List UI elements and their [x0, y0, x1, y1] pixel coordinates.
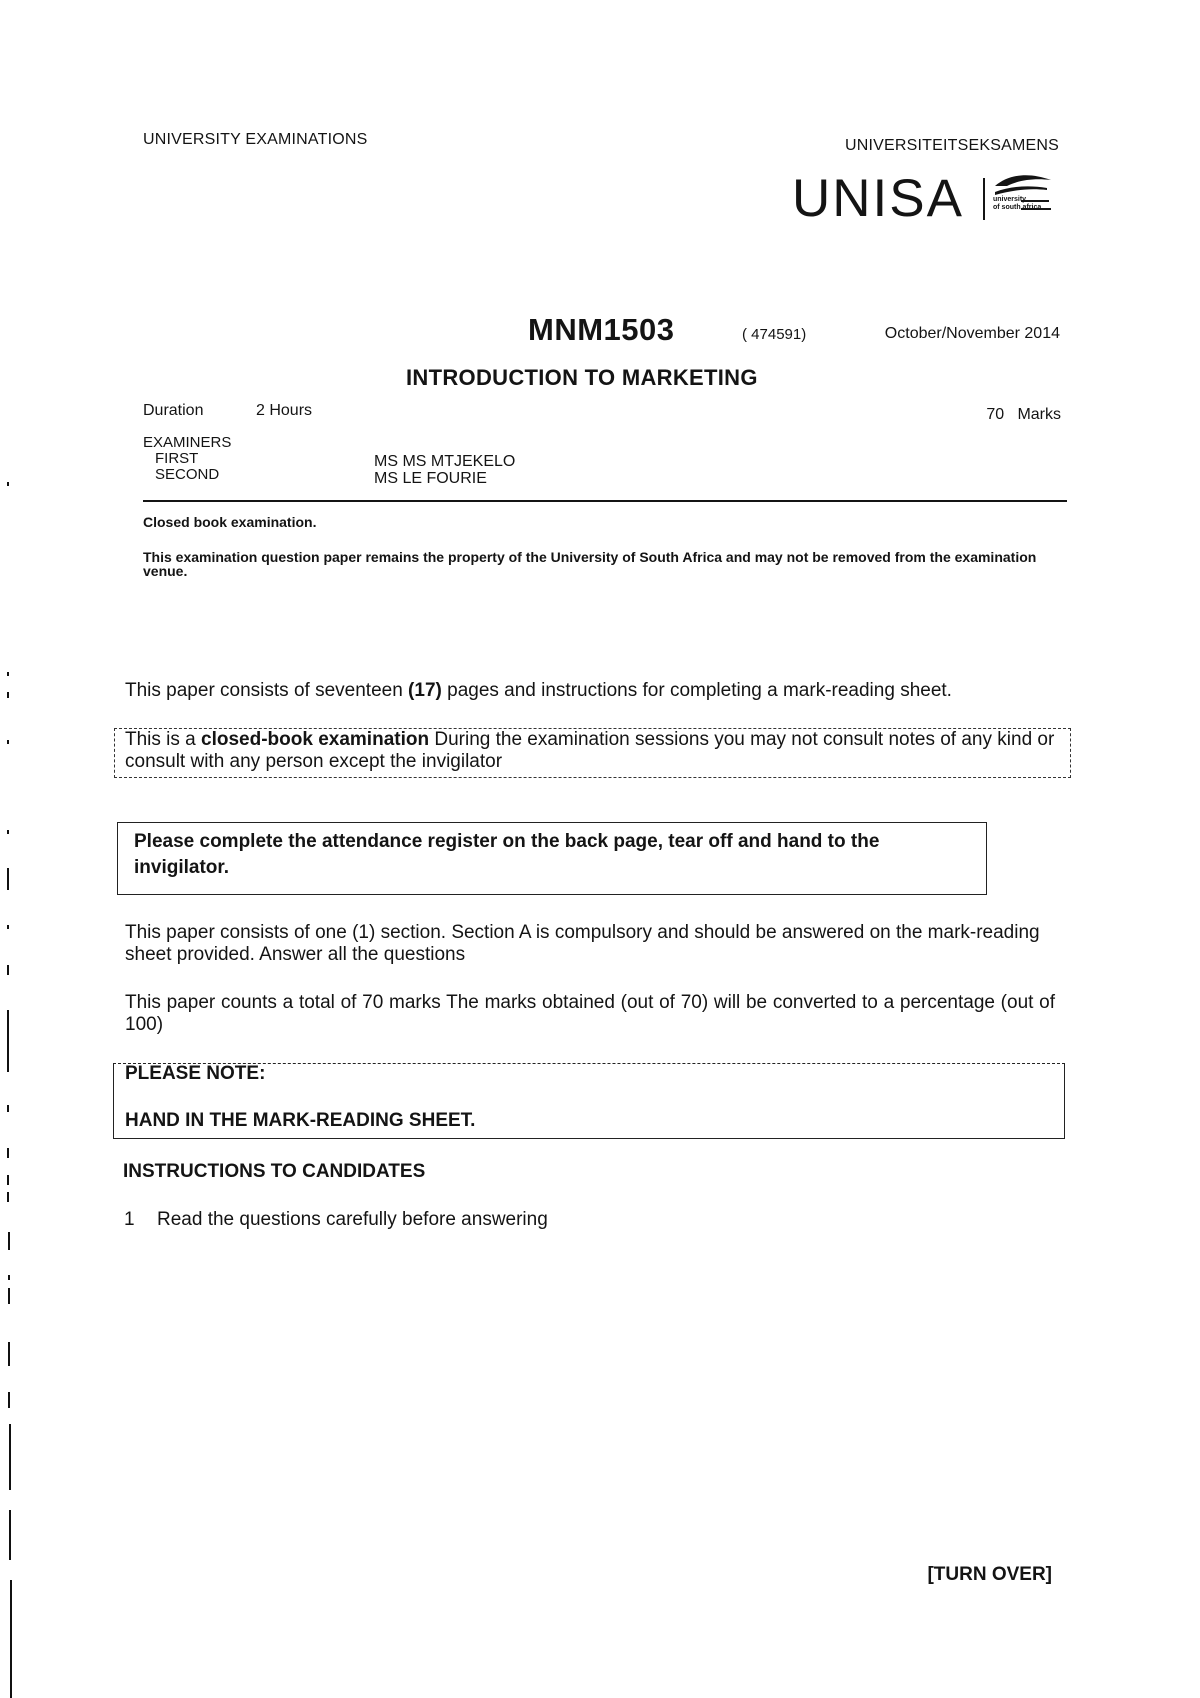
header-right: UNIVERSITEITSEKSAMENS [844, 137, 1059, 154]
course-code: MNM1503 [528, 312, 675, 347]
closed-text-bold: closed-book examination [201, 729, 430, 750]
pages-count: (17) [408, 680, 442, 701]
instruction-text: Read the questions carefully before answering [157, 1209, 548, 1230]
closed-book-notice: Closed book examination. [143, 514, 317, 530]
property-notice: This examination question paper remains the property of the University of South Africa and may not be removed from the examination venue. [143, 549, 1037, 579]
please-note-heading: PLEASE NOTE: [125, 1063, 266, 1084]
examiner-second-label: SECOND [155, 466, 220, 483]
marks-paragraph: This paper counts a total of 70 marks The marks obtained (out of 70) will be converted to a percentage (out of 100) [125, 992, 1055, 1035]
total-marks: 70 Marks [986, 406, 1061, 423]
closed-book-box-text [125, 729, 1065, 773]
duration-label: Duration [143, 402, 204, 419]
examiners-heading: EXAMINERS [143, 434, 232, 451]
scan-edge-marks [0, 0, 20, 1698]
examiner-first-label: FIRST [155, 450, 199, 467]
instructions-heading: INSTRUCTIONS TO CANDIDATES [123, 1161, 426, 1182]
closed-text-pre: This is a [125, 729, 202, 750]
header-divider [143, 500, 1067, 502]
section-paragraph: This paper consists of one (1) section. Section A is compulsory and should be answered on the mark-reading sheet provided. Answer all the questions [125, 922, 1040, 965]
instruction-number: 1 [124, 1209, 135, 1230]
logo-word: UNISA [792, 169, 964, 228]
logo-tagline-line1: university [993, 196, 1027, 203]
duration-value: 2 Hours [256, 402, 313, 419]
examiner-first-name: MS MS MTJEKELO [374, 453, 516, 470]
header-left: UNIVERSITY EXAMINATIONS [143, 131, 368, 148]
examiner-second-name: MS LE FOURIE [374, 470, 487, 487]
attendance-text: Please complete the attendance register on the back page, tear off and hand to the invigilator. [134, 831, 880, 878]
turn-over-label: [TURN OVER] [927, 1564, 1052, 1585]
course-title: INTRODUCTION TO MARKETING [406, 365, 758, 390]
exam-session: October/November 2014 [884, 325, 1060, 342]
unisa-logo [792, 168, 1056, 230]
please-note-text: HAND IN THE MARK-READING SHEET. [125, 1110, 476, 1131]
logo-tagline [993, 196, 1041, 212]
pages-paragraph [125, 680, 952, 702]
logo-divider [983, 178, 985, 220]
closed-text-post: During the examination sessions you may not consult notes of any kind or consult with any person except the invigilator [125, 729, 1055, 772]
examiner-names [374, 453, 515, 487]
pages-text-post: pages and instructions for completing a mark-reading sheet. [441, 680, 952, 701]
examiners-labels [143, 435, 231, 483]
pages-text-pre: This paper consists of seventeen [125, 680, 409, 701]
logo-tagline-line2: of south africa [993, 204, 1042, 211]
paper-number: ( 474591) [742, 326, 807, 343]
